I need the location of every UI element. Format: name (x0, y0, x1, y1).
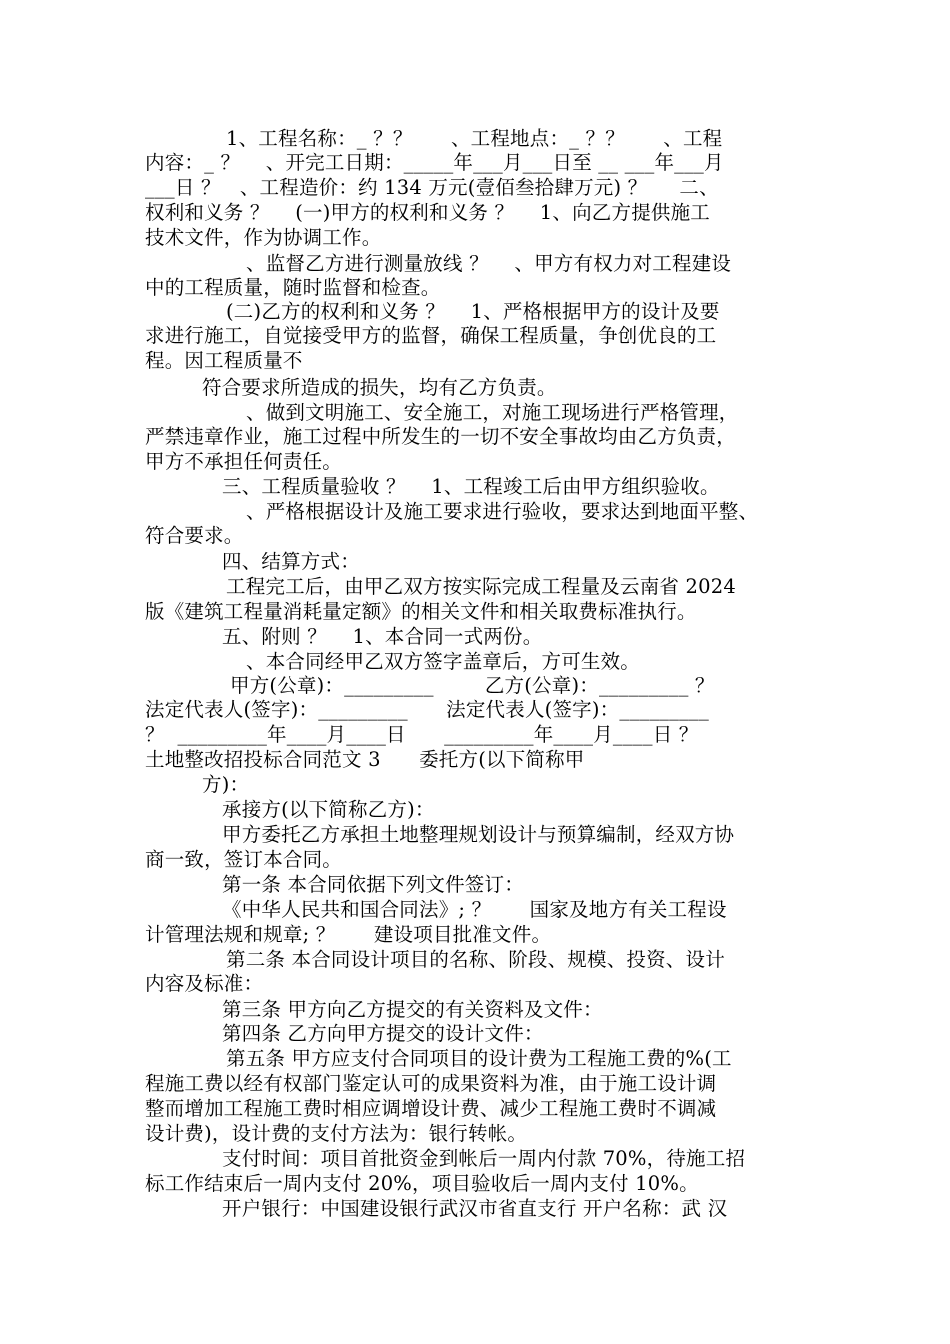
text-line: 第二条 本合同设计项目的名称、阶段、规模、投资、设计 (226, 948, 725, 971)
text-line: 、严格根据设计及施工要求进行验收，要求达到地面平整、 (246, 500, 759, 523)
text-line: 设计费)，设计费的支付方法为：银行转帐。 (145, 1122, 528, 1145)
text-line: 商一致，签订本合同。 (145, 848, 343, 871)
text-line: 甲方不承担任何责任。 (145, 450, 343, 473)
text-line: 支付时间：项目首批资金到帐后一周内付款 70%，待施工招 (222, 1147, 746, 1170)
text-line: 、监督乙方进行测量放线 ？ 、甲方有权力对工程建设 (246, 252, 732, 275)
text-line: 求进行施工，自觉接受甲方的监督，确保工程质量，争创优良的工 (145, 324, 717, 347)
text-line: 四、结算方式： (222, 550, 360, 573)
text-line: 承接方(以下简称乙方)： (222, 798, 435, 821)
text-line: 计管理法规和规章; ？ 建设项目批准文件。 (145, 923, 552, 946)
text-line: 第一条 本合同依据下列文件签订： (222, 873, 524, 896)
text-line: 整而增加工程施工费时相应调增设计费、减少工程施工费时不调减 (145, 1097, 717, 1120)
text-line: 1、工程名称：_ ？？ 、工程地点：_ ？？ 、工程 (226, 127, 723, 150)
text-line: 工程完工后，由甲乙双方按实际完成工程量及云南省 2024 (226, 575, 736, 598)
text-line: 内容：_ ？ 、开完工日期：_____年___月___日至 __ ___年___月 (145, 151, 724, 174)
text-line: 开户银行：中国建设银行武汉市省直支行 开户名称：武 汉 (222, 1197, 728, 1220)
text-line: 第三条 甲方向乙方提交的有关资料及文件： (222, 998, 603, 1021)
text-line: 程施工费以经有权部门鉴定认可的成果资料为准，由于施工设计调 (145, 1072, 717, 1095)
text-line: 程。因工程质量不 (145, 349, 303, 372)
text-line: 中的工程质量，随时监督和检查。 (145, 276, 441, 299)
text-line: 、做到文明施工、安全施工，对施工现场进行严格管理， (246, 401, 739, 424)
text-line: 标工作结束后一周内支付 20%，项目验收后一周内支付 10%。 (145, 1172, 699, 1195)
text-line: 三、工程质量验收 ？ 1、工程竣工后由甲方组织验收。 (222, 475, 720, 498)
text-line: 土地整改招投标合同范文 3 委托方(以下简称甲 (145, 748, 585, 771)
text-line: 严禁违章作业，施工过程中所发生的一切不安全事故均由乙方负责， (145, 425, 737, 448)
text-line: 内容及标准： (145, 972, 264, 995)
text-line: 《中华人民共和国合同法》; ？ 国家及地方有关工程设 (222, 898, 727, 921)
text-line: 第五条 甲方应支付合同项目的设计费为工程施工费的%(工 (226, 1047, 732, 1070)
text-line: (二)乙方的权利和义务 ？ 1、严格根据甲方的设计及要 (226, 300, 720, 323)
text-line: 五、附则 ？ 1、本合同一式两份。 (222, 625, 543, 648)
text-line: 符合要求。 (145, 524, 244, 547)
text-line: 甲方委托乙方承担土地整理规划设计与预算编制，经双方协 (222, 823, 735, 846)
text-line: 版《建筑工程量消耗量定额》的相关文件和相关取费标准执行。 (145, 600, 697, 623)
text-line: 第四条 乙方向甲方提交的设计文件： (222, 1022, 544, 1045)
text-line: 甲方(公章)：_________ 乙方(公章)：_________ ？ (230, 674, 715, 697)
text-line: 、本合同经甲乙双方签字盖章后，方可生效。 (246, 650, 641, 673)
text-line: 权利和义务 ？ (一)甲方的权利和义务 ？ 1、向乙方提供施工 (145, 201, 711, 224)
text-line: 法定代表人(签字)：_________ 法定代表人(签字)：_________ (145, 698, 709, 721)
text-line: 技术文件，作为协调工作。 (145, 226, 382, 249)
text-line: 符合要求所造成的损失，均有乙方负责。 (202, 376, 557, 399)
text-line: 方)： (202, 773, 250, 796)
text-line: ___日 ？ 、工程造价：约 134 万元(壹佰叁拾肆万元) ？ 二、 (145, 176, 719, 199)
text-line: ？ _________年____月____日 _________年____月____日 ？ (145, 723, 699, 746)
